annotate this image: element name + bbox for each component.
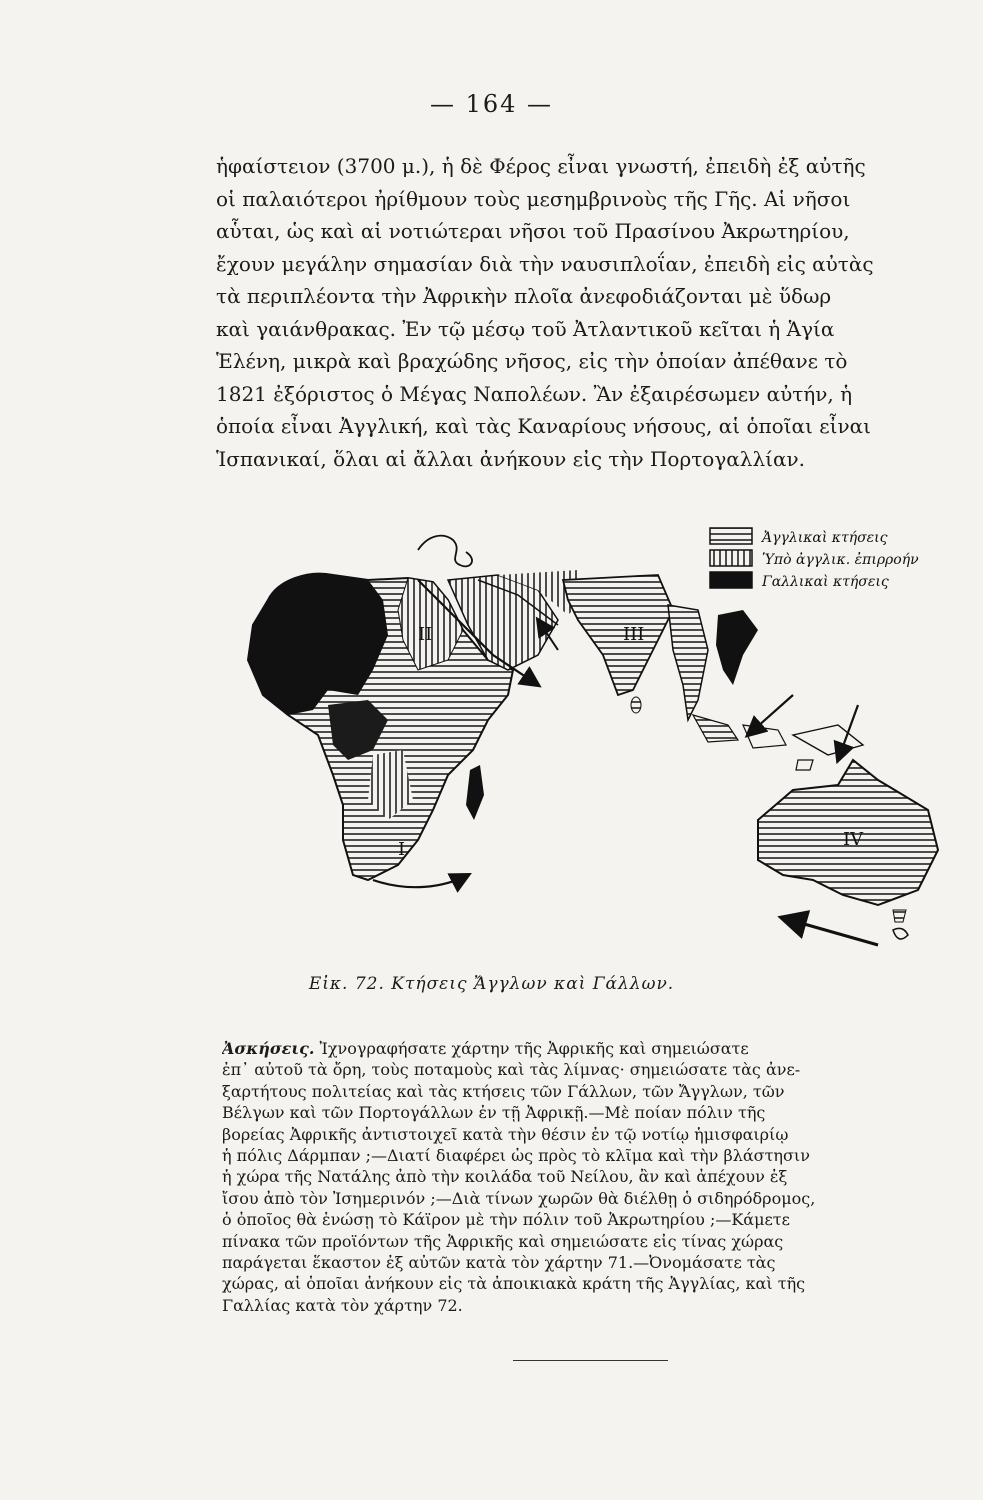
tasmania bbox=[893, 910, 906, 922]
region-label: III bbox=[623, 624, 645, 645]
body-line: αὗται, ὡς καὶ αἱ νοτιώτεραι νῆσοι τοῦ Πρασίνου Ἀκρωτηρίου, bbox=[216, 219, 850, 243]
exercise-line: ὁ ὁποῖος θὰ ἑνώσῃ τὸ Κάϊρον μὲ τὴν πόλιν τοῦ Ἀκρωτηρίου ;—Κάμετε bbox=[222, 1210, 790, 1230]
body-line: ἔχουν μεγάλην σημασίαν διὰ τὴν ναυσιπλοΐαν, ἐπειδὴ εἰς αὐτὰς bbox=[216, 251, 874, 276]
page-number: — 164 — bbox=[429, 90, 554, 118]
exercise-line: ξαρτήτους πολιτείας καὶ τὰς κτήσεις τῶν Γάλλων, τῶν Ἄγγλων, τῶν bbox=[222, 1081, 785, 1101]
region-label: IV bbox=[843, 829, 864, 850]
india bbox=[563, 575, 673, 695]
body-line: ὁποία εἶναι Ἀγγλική, καὶ τὰς Καναρίους νήσους, αἱ ὁποῖαι εἶναι bbox=[216, 414, 871, 438]
region-label: I bbox=[398, 839, 406, 860]
legend-label: Ἀγγλικαὶ κτήσεις bbox=[762, 530, 888, 546]
section-divider bbox=[513, 1360, 668, 1361]
exercise-line: Βέλγων καὶ τῶν Πορτογάλλων ἐν τῇ Ἀφρικῇ.—Μὲ ποίαν πόλιν τῆς bbox=[222, 1103, 766, 1123]
legend-swatch-french bbox=[710, 572, 752, 588]
indochina bbox=[716, 610, 758, 685]
legend-label: Ὑπὸ ἀγγλικ. ἐπιρροήν bbox=[762, 552, 919, 568]
body-line: καὶ γαιάνθρακας. Ἐν τῷ μέσῳ τοῦ Ἀτλαντικοῦ κεῖται ἡ Ἁγία bbox=[216, 316, 835, 341]
colonial-possessions-map bbox=[238, 520, 968, 960]
legend-label: Γαλλικαὶ κτήσεις bbox=[762, 574, 889, 590]
exercise-line: ἡ πόλις Δάρμπαν ;—Διατί διαφέρει ὡς πρὸς τὸ κλῖμα καὶ τὴν βλάστησιν bbox=[222, 1146, 810, 1166]
exercise-line: βορείας Ἀφρικῆς ἀντιστοιχεῖ κατὰ τὴν θέσιν ἐν τῷ νοτίῳ ἡμισφαιρίῳ bbox=[222, 1124, 789, 1144]
exercise-line: ἴσου ἀπὸ τὸν Ἰσημερινόν ;—Διὰ τίνων χωρῶν θὰ διέλθῃ ὁ σιδηρόδρομος, bbox=[222, 1188, 816, 1208]
exercise-line: πίνακα τῶν προϊόντων τῆς Ἀφρικῆς καὶ σημειώσατε εἰς τίνας χώρας bbox=[222, 1231, 784, 1251]
legend-swatch-influence bbox=[710, 550, 752, 566]
madagascar bbox=[466, 765, 484, 820]
exercise-line bbox=[222, 1038, 962, 1059]
exercise-line: Γαλλίας κατὰ τὸν χάρτην 72. bbox=[222, 1295, 463, 1315]
exercises bbox=[222, 1038, 962, 1316]
europe-coast bbox=[418, 536, 472, 567]
new-guinea bbox=[793, 725, 863, 755]
exercises-label: Ἀσκήσεις. bbox=[222, 1039, 315, 1058]
new-zealand bbox=[893, 928, 908, 939]
body-line: ἡφαίστειον (3700 μ.), ἡ δὲ Φέρος εἶναι γνωστή, ἐπειδὴ ἐξ αὐτῆς bbox=[216, 154, 866, 178]
exercise-line-text: Ἰχνογραφήσατε χάρτην τῆς Ἀφρικῆς καὶ σημειώσατε bbox=[319, 1039, 749, 1058]
body-line: Ἑλένη, μικρὰ καὶ βραχώδης νῆσος, εἰς τὴν ὁποίαν ἀπέθανε τὸ bbox=[216, 349, 848, 373]
body-line: Ἱσπανικαί, ὅλαι αἱ ἄλλαι ἀνήκουν εἰς τὴν Πορτογαλλίαν. bbox=[216, 446, 806, 471]
cape-route-arrow bbox=[373, 875, 468, 887]
burma-malaya bbox=[668, 605, 708, 720]
body-line: οἱ παλαιότεροι ἠρίθμουν τοὺς μεσημβρινοὺς τῆς Γῆς. Αἱ νῆσοι bbox=[216, 186, 851, 211]
body-line: τὰ περιπλέοντα τὴν Ἀφρικὴν πλοῖα ἀνεφοδιάζονται μὲ ὕδωρ bbox=[216, 284, 832, 308]
map-drawing bbox=[238, 520, 968, 960]
exercise-line: ἐπ᾿ αὐτοῦ τὰ ὄρη, τοὺς ποταμοὺς καὶ τὰς λίμνας· σημειώσατε τὰς ἀνε- bbox=[222, 1060, 801, 1080]
small-island bbox=[796, 760, 813, 770]
map-legend bbox=[710, 528, 919, 590]
exercise-line: παράγεται ἕκαστον ἐξ αὐτῶν κατὰ τὸν χάρτην 71.—Ὀνομάσατε τὰς bbox=[222, 1253, 776, 1273]
route-arrow bbox=[838, 705, 858, 760]
figure-caption: Εἰκ. 72. Κτήσεις Ἄγγλων καὶ Γάλλων. bbox=[308, 974, 675, 994]
east-indies bbox=[693, 715, 738, 742]
pacific-route-arrow bbox=[783, 918, 878, 945]
region-label: II bbox=[418, 624, 433, 645]
exercise-line: ἡ χώρα τῆς Νατάλης ἀπὸ τὴν κοιλάδα τοῦ Νείλου, ἂν καὶ ἀπέχουν ἐξ bbox=[222, 1167, 788, 1187]
body-line: 1821 ἐξόριστος ὁ Μέγας Ναπολέων. Ἂν ἐξαιρέσωμεν αὐτήν, ἡ bbox=[216, 381, 853, 406]
legend-swatch-english bbox=[710, 528, 752, 544]
exercise-line: χώρας, αἱ ὁποῖαι ἀνήκουν εἰς τὰ ἀποικιακὰ κράτη τῆς Ἀγγλίας, καὶ τῆς bbox=[222, 1274, 806, 1294]
ceylon bbox=[631, 697, 641, 713]
body-text bbox=[216, 150, 961, 475]
east-indies-2 bbox=[743, 725, 786, 748]
